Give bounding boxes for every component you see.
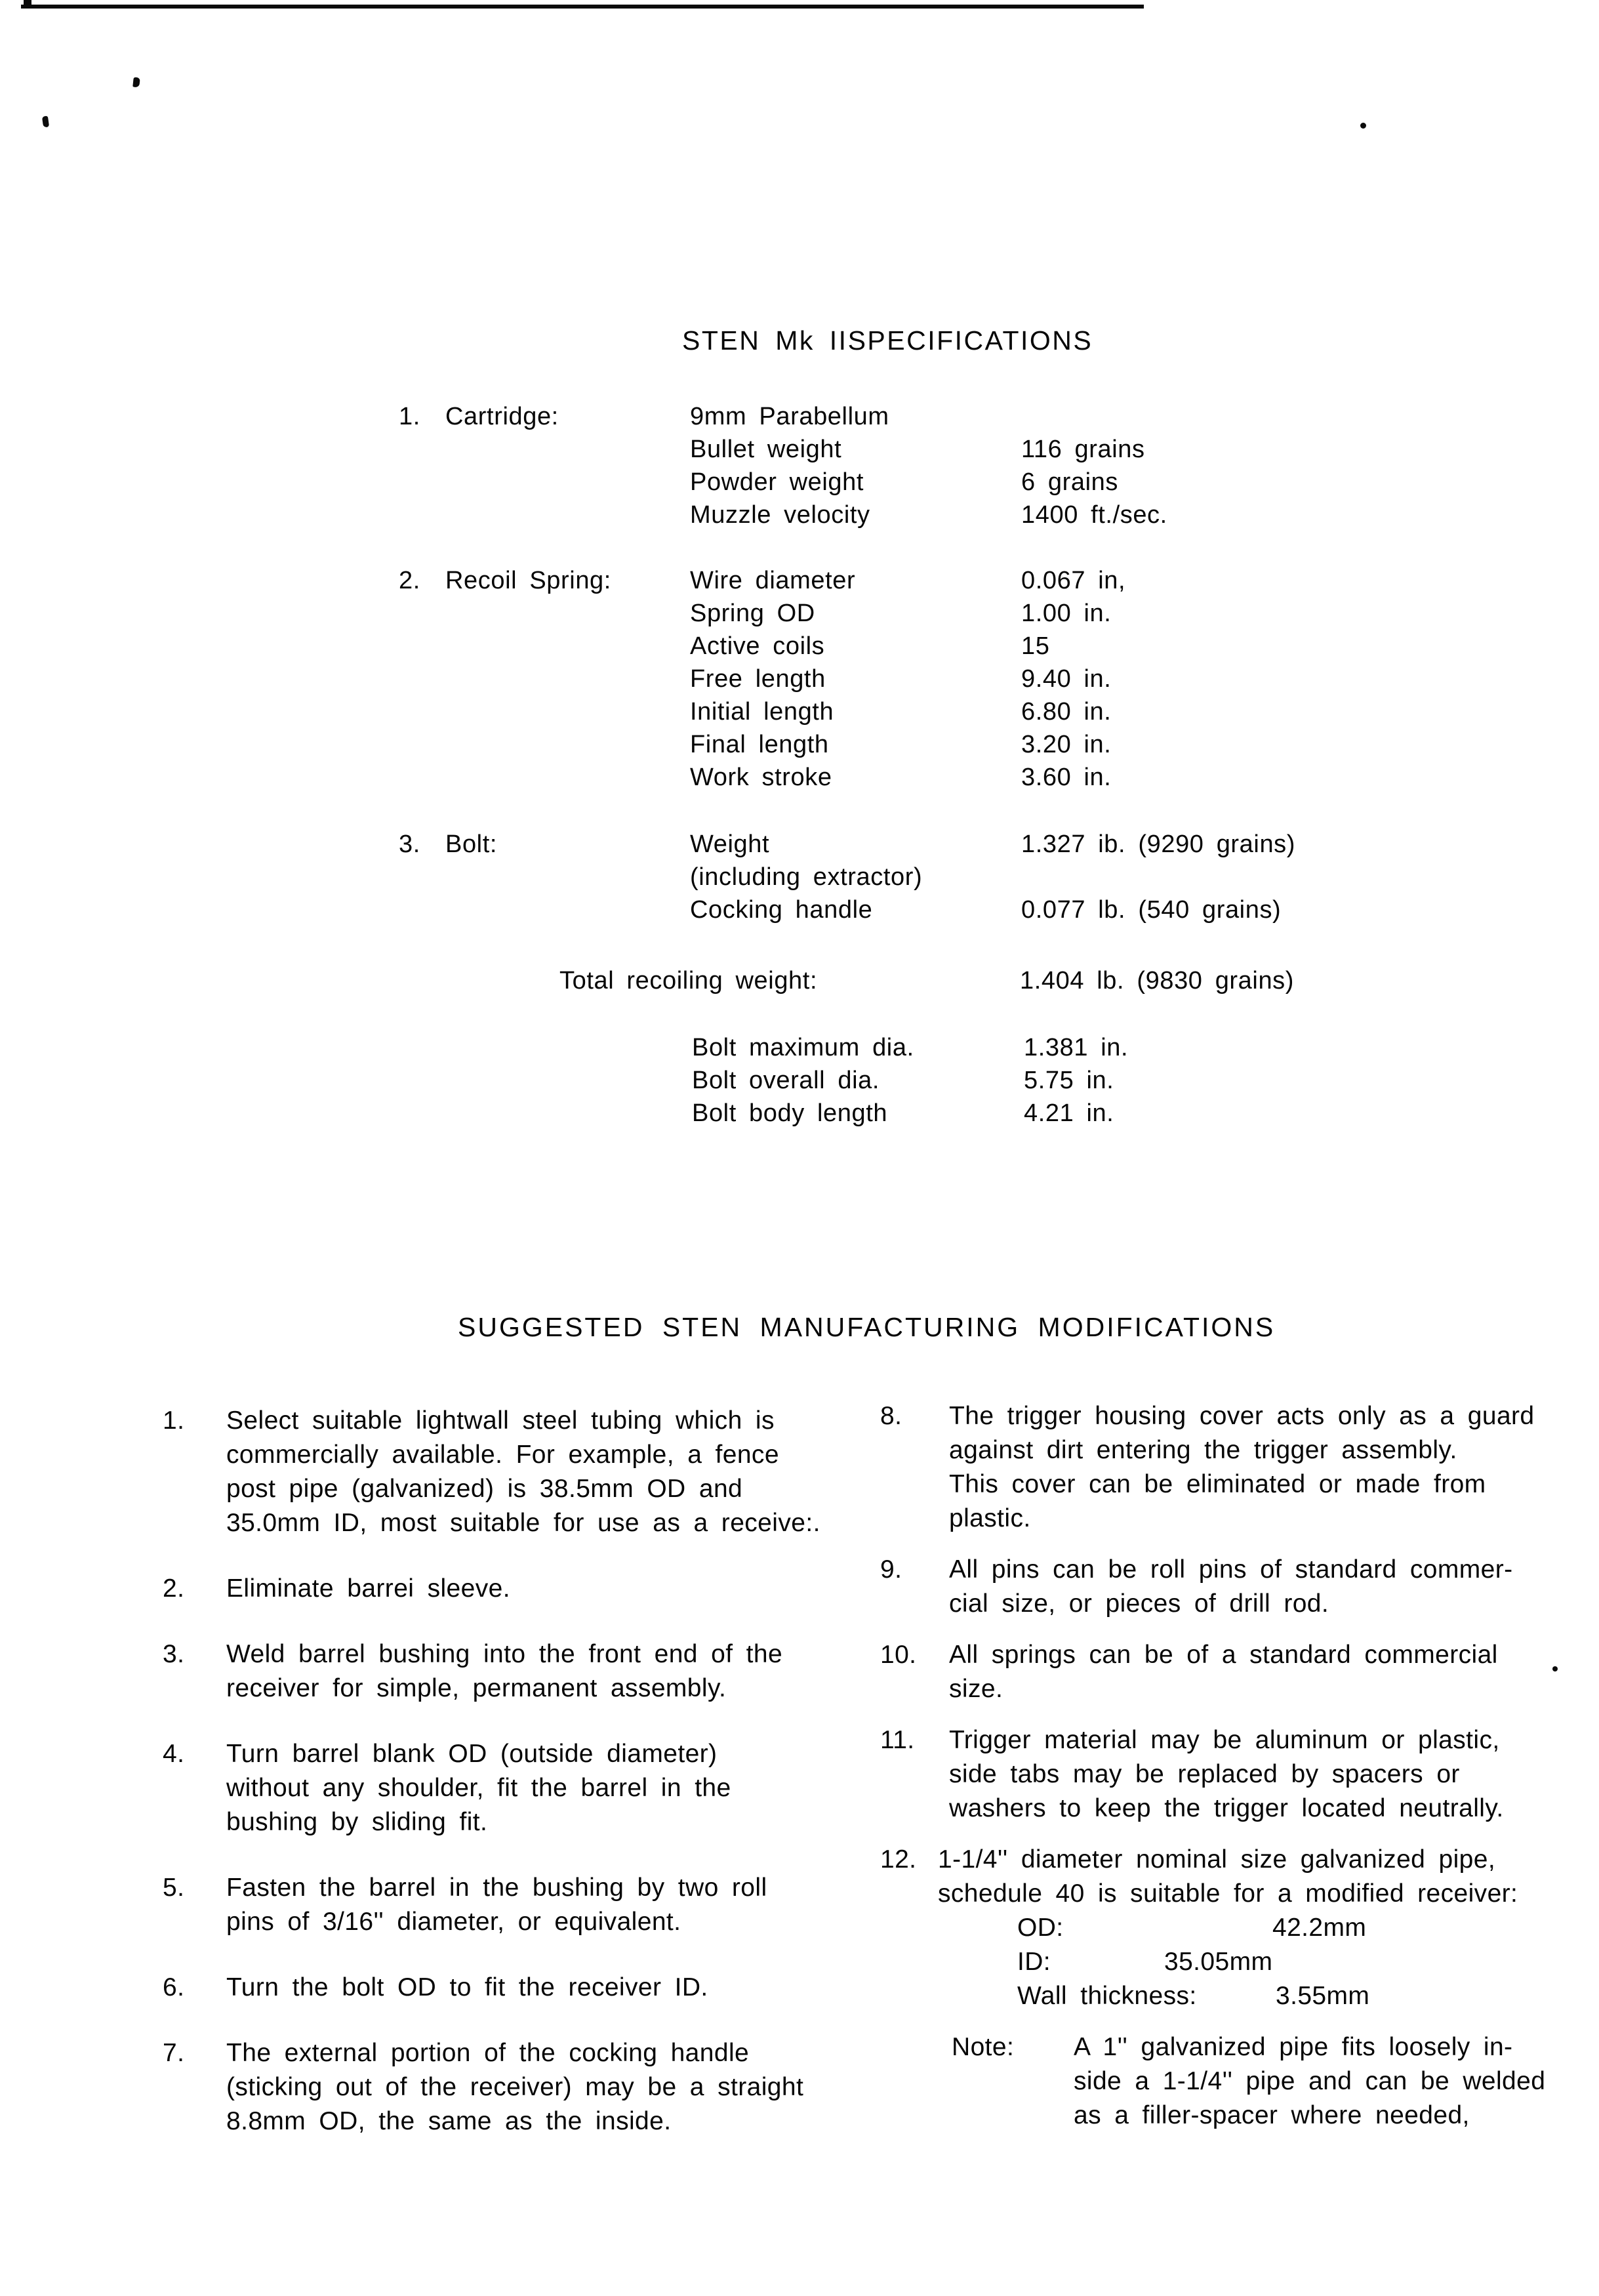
spec-field-name: Initial length [690, 698, 834, 726]
spec-field-name: Cocking handle [690, 896, 873, 924]
mod-item-number: 2. [163, 1574, 185, 1603]
mod-item-text [226, 1737, 858, 1839]
mod-item-line: without any shoulder, fit the barrel in the [226, 1774, 731, 1802]
spec-row [690, 861, 922, 893]
mod-item-line: bushing by sliding fit. [226, 1808, 488, 1836]
spec-field-value: 9.40 in. [1021, 665, 1112, 693]
mod-item-text [226, 1637, 858, 1706]
spec-item-label: Recoil Spring: [445, 567, 611, 594]
mod-item [880, 1399, 1582, 1536]
total-value: 1.404 lb. (9830 grains) [1020, 967, 1295, 994]
spec-field-name: Spring OD [690, 600, 815, 627]
mod-item [880, 1553, 1582, 1621]
mod-item-line: Fasten the barrel in the bushing by two roll [226, 1874, 767, 1902]
spec-field-name: (including extractor) [690, 863, 923, 891]
spec-row [690, 564, 1126, 597]
spec-row [690, 433, 1145, 466]
mod-item-text [1074, 2030, 1582, 2133]
mod-item [880, 1843, 1582, 2013]
spec-field-value: 3.20 in. [1021, 731, 1112, 758]
spec-row [692, 1064, 1114, 1097]
total-recoiling-weight-row [559, 964, 1295, 997]
spec-row [690, 466, 1118, 499]
mod-item-number: 9. [880, 1555, 902, 1584]
mod-item [880, 1723, 1582, 1826]
scan-top-rule-line [21, 5, 1144, 9]
spec-field-value: 116 grains [1021, 436, 1145, 463]
mod-item [163, 1737, 858, 1839]
mod-item-line: Eliminate barrei sleeve. [226, 1574, 510, 1603]
sub-row [1017, 1945, 1582, 1979]
spec-field-name: Powder weight [690, 468, 864, 496]
spec-field-value: 6 grains [1021, 468, 1118, 496]
sub-row [1017, 1979, 1582, 2013]
spec-row [690, 893, 1282, 926]
mod-item-line: Turn barrel blank OD (outside diameter) [226, 1740, 718, 1768]
spec-field-name: Final length [690, 731, 829, 758]
mod-item-line: All springs can be of a standard commercial [949, 1641, 1498, 1669]
spec-field-name: Bolt maximum dia. [692, 1034, 914, 1061]
spec-field-value: 1400 ft./sec. [1021, 501, 1167, 529]
spec-item-heading [399, 564, 611, 597]
spec-field-value: 1.327 ib. (9290 grains) [1021, 830, 1296, 858]
sub-row [1017, 1911, 1582, 1945]
mod-item-subtable [1017, 1911, 1582, 2013]
mod-item [163, 1971, 858, 2005]
spec-row [690, 828, 1296, 861]
mod-item-line: size. [949, 1675, 1003, 1703]
sub-row-value: 3.55mm [1276, 1982, 1370, 2010]
spec-item-number: 3. [399, 830, 420, 858]
spec-item-number: 1. [399, 403, 420, 430]
spec-row [690, 499, 1167, 531]
spec-field-value: 5.75 in. [1024, 1067, 1114, 1094]
spec-row [690, 597, 1112, 630]
mod-item-line: 8.8mm OD, the same as the inside. [226, 2107, 672, 2135]
spec-field-name: Work stroke [690, 764, 832, 791]
mod-item-number: 5. [163, 1874, 185, 1902]
mod-item-line: side a 1-1/4'' pipe and can be welded [1074, 2067, 1546, 2095]
spec-row [690, 630, 1050, 663]
mod-item-line: The external portion of the cocking handle [226, 2039, 750, 2067]
mod-item-line: The trigger housing cover acts only as a guard [949, 1402, 1535, 1430]
spec-field-name: Wire diameter [690, 567, 856, 594]
mod-item-number: 12. [880, 1845, 917, 1874]
spec-field-name: Muzzle velocity [690, 501, 870, 529]
spec-field-name: Weight [690, 830, 770, 858]
spec-row [690, 728, 1112, 761]
spec-section-title: STEN Mk IISPECIFICATIONS [682, 325, 1093, 356]
spec-item-label: Cartridge: [445, 403, 559, 430]
mod-item-number: 1. [163, 1406, 185, 1435]
spec-row [690, 761, 1112, 794]
spec-field-value: 0.077 lb. (540 grains) [1021, 896, 1282, 924]
spec-field-name: 9mm Parabellum [690, 403, 889, 430]
mod-item-line: washers to keep the trigger located neutrally. [949, 1794, 1504, 1822]
mod-item-line: as a filler-spacer where needed, [1074, 2101, 1470, 2129]
mod-item [880, 2030, 1582, 2133]
spec-field-value: 15 [1021, 632, 1050, 660]
spec-rows [690, 564, 1126, 794]
mod-item-number: 4. [163, 1740, 185, 1768]
mod-item-line: A 1'' galvanized pipe fits loosely in- [1074, 2033, 1513, 2061]
mod-item-text [938, 1843, 1582, 2013]
mod-item-number: 7. [163, 2039, 185, 2067]
spec-field-value: 0.067 in, [1021, 567, 1126, 594]
spec-field-value: 3.60 in. [1021, 764, 1112, 791]
sub-row-value: 42.2mm [1272, 1914, 1367, 1942]
mod-item-line: against dirt entering the trigger assembly. [949, 1436, 1457, 1464]
mod-item-line: plastic. [949, 1504, 1031, 1532]
mod-item-line: Turn the bolt OD to fit the receiver ID. [226, 1973, 708, 2001]
spec-row [690, 695, 1112, 728]
mod-item-line: post pipe (galvanized) is 38.5mm OD and [226, 1475, 743, 1503]
spec-rows [690, 828, 1296, 926]
mod-item-line: commercially available. For example, a fence [226, 1441, 779, 1469]
spec-field-value: 1.381 in. [1024, 1034, 1129, 1061]
mod-item-text [226, 1404, 858, 1540]
mod-item-text [949, 1399, 1582, 1536]
sub-row-label: Wall thickness: [1017, 1982, 1197, 2010]
mod-item-line: 1-1/4'' diameter nominal size galvanized pipe, [938, 1845, 1496, 1874]
sub-row-label: OD: [1017, 1914, 1064, 1942]
mod-item-line: side tabs may be replaced by spacers or [949, 1760, 1460, 1788]
mod-item [163, 1637, 858, 1706]
mod-item [163, 1404, 858, 1540]
mod-item-line: pins of 3/16'' diameter, or equivalent. [226, 1908, 681, 1936]
sub-row-value: 35.05mm [1164, 1948, 1273, 1976]
modifications-right-column [880, 1399, 1582, 2150]
mod-item-number: 8. [880, 1402, 902, 1430]
spec-item-heading [399, 400, 559, 433]
spec-item-heading [399, 828, 497, 861]
total-label: Total recoiling weight: [559, 967, 818, 994]
mod-item [880, 1638, 1582, 1706]
mod-item-line: cial size, or pieces of drill rod. [949, 1589, 1329, 1618]
scan-speck-mark [42, 115, 49, 127]
mod-item [163, 2036, 858, 2139]
mod-item-text [226, 2036, 858, 2139]
mod-item-text [226, 1572, 858, 1606]
mod-item-number: 3. [163, 1640, 185, 1668]
mod-item-number: 11. [880, 1726, 915, 1754]
scan-corner-mark [24, 0, 31, 6]
mod-item-line: All pins can be roll pins of standard commer- [949, 1555, 1513, 1584]
mod-item-line: schedule 40 is suitable for a modified receiver: [938, 1879, 1518, 1908]
bolt-dimensions-rows [692, 1031, 1129, 1130]
scan-speck-dot [1360, 123, 1366, 129]
mod-item-line: Select suitable lightwall steel tubing which is [226, 1406, 775, 1435]
mod-item-text [226, 1871, 858, 1939]
mod-item-line: (sticking out of the receiver) may be a straight [226, 2073, 804, 2101]
mod-item-text [949, 1553, 1582, 1621]
mod-item-number: Note: [952, 2033, 1015, 2061]
scan-speck-mark [132, 77, 140, 88]
spec-field-value: 6.80 in. [1021, 698, 1112, 726]
mod-item-number: 6. [163, 1973, 185, 2001]
modifications-left-column [163, 1404, 858, 2170]
spec-row [690, 400, 889, 433]
mod-item [163, 1572, 858, 1606]
spec-field-value: 4.21 in. [1024, 1099, 1114, 1127]
spec-field-name: Bolt body length [692, 1099, 888, 1127]
spec-item-label: Bolt: [445, 830, 498, 858]
spec-field-name: Bullet weight [690, 436, 842, 463]
mod-item-line: This cover can be eliminated or made from [949, 1470, 1486, 1498]
spec-item-number: 2. [399, 567, 420, 594]
spec-field-name: Active coils [690, 632, 825, 660]
modifications-section-title: SUGGESTED STEN MANUFACTURING MODIFICATIONS [458, 1312, 1276, 1342]
spec-row [692, 1097, 1114, 1130]
spec-field-name: Free length [690, 665, 826, 693]
mod-item-text [226, 1971, 858, 2005]
spec-rows [690, 400, 1167, 531]
mod-item [163, 1871, 858, 1939]
mod-item-text [949, 1638, 1582, 1706]
spec-field-value: 1.00 in. [1021, 600, 1112, 627]
mod-item-line: receiver for simple, permanent assembly. [226, 1674, 727, 1702]
spec-row [690, 663, 1112, 695]
mod-item-line: 35.0mm ID, most suitable for use as a receive:. [226, 1509, 820, 1537]
mod-item-number: 10. [880, 1641, 917, 1669]
sub-row-label: ID: [1017, 1948, 1051, 1976]
mod-item-text [949, 1723, 1582, 1826]
mod-item-line: Trigger material may be aluminum or plastic, [949, 1726, 1500, 1754]
spec-row [692, 1031, 1129, 1064]
mod-item-line: Weld barrel bushing into the front end of the [226, 1640, 783, 1668]
spec-field-name: Bolt overall dia. [692, 1067, 880, 1094]
